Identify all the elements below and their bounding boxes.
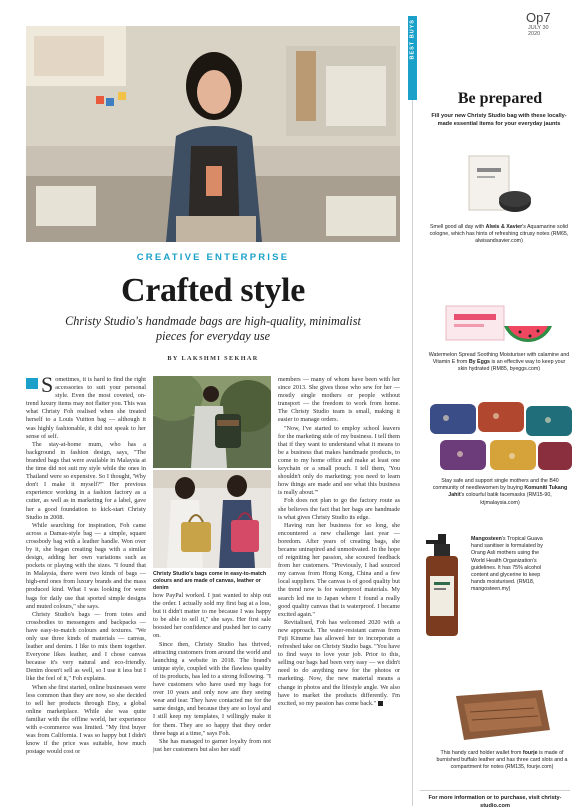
paragraph: "Now, I've started to employ school leavers for the marketing side of my business. I tell them that if they want to understand what it means to be a business that makes handmade products, to come to my home office and make at least one keychain or a small pouch. I tell them, 'You shouldn't only do marketing; you need to learn how things are made and see what this business is really about.'" xyxy=(278,424,400,497)
headline: Crafted style xyxy=(121,272,305,309)
paragraph: When she first started, online businesses were less common than they are now, so she decided to sell her products through Etsy, a global online marketplace. While she was quite familiar with the offline world, her experience with e-commerce was limited. "My first buyer was from California. I was so happy but I didn't know if the price was suitable, how much postage would cost or xyxy=(26,683,146,756)
section-label: CREATIVE ENTERPRISE xyxy=(136,252,290,263)
caption-text: Smell good all day with xyxy=(430,224,486,230)
caption-text: is an effective way to keep your skin hydrated (RM85, byeggs.com) xyxy=(457,359,566,373)
paragraph: She has managed to garner loyalty from not just her customers but also her staff xyxy=(153,737,271,753)
paragraph-last xyxy=(278,619,400,708)
paragraph: ometimes, it is hard to find the right accessories to suit your personal style. Even the most coveted, on-trend luxury items may not flatter you. This was what Christy Foh realised when she treated herself to a Louis Vuitton bag — although it was highly fashionable, it did not speak to her sense of self. xyxy=(26,376,146,440)
hero-photo xyxy=(26,26,400,242)
product-image-wallet xyxy=(446,686,556,746)
product-image-facemasks xyxy=(426,400,576,474)
paragraph: Foh does not plan to go the factory route as she believes the fact that her bags are handmade is what gives Christy Studio its edge. xyxy=(278,497,400,521)
paragraph: While searching for inspiration, Foh came across a Damas-style bag — a simple, square crossbody bag with a leather handle. Won over by it, she began creating bags with a similar design, adding her own variations such as pockets or playing with the sizes. "I found that in Malaysia, there were two kinds of bags — high-end ones from luxury brands and the mass produced kind. What I was looking for were bags for daily use that sported simple designs and muted colours," she says. xyxy=(26,521,146,610)
article-column-1 xyxy=(26,376,146,804)
caption-brand: Mangosteen xyxy=(471,536,502,542)
paragraph: Since then, Christy Studio has thrived, attracting customers from around the world and launching a website in 2018. The brand's unique style, coupled with the flawless quality of its products, has led to a strong following. "I have customers who have used my bags for over 10 years and only now are they seeing wear and tear. They have contacted me for the same design, and because they are so loyal and I still keep my templates, I willingly make it for them. They are so happy that they order three bags at a time," says Foh. xyxy=(153,640,271,737)
product-image-cologne xyxy=(455,150,535,218)
page-number: Op7 xyxy=(526,10,551,25)
product-caption xyxy=(471,536,547,594)
caption-text: is made of burnished buffalo leather and has three card slots and a compartment for notes (RM135, fourje.com) xyxy=(436,750,568,771)
sidebar-divider xyxy=(412,16,413,806)
caption-text: This handy card holder wallet from xyxy=(440,750,523,756)
sidebar-title: Be prepared xyxy=(457,90,543,107)
caption-text: Stay safe and support single mothers and the B40 community of needlewomen by buying xyxy=(432,478,559,492)
article-column-3 xyxy=(278,376,400,804)
paragraph: The stay-at-home mum, who has a background in fashion design, says, "The branded bags that were available in Malaysia at the time did not suit my style while the ones in Thailand were so expensive. So I thought, 'Why don't I make it myself?'" Her previous experience working in a fashion factory as a cutter, as well as in marketing for a label, gave her a good foundation to kick-start Christy Studio in 2008. xyxy=(26,440,146,521)
paragraph: Having run her business for so long, she encountered a new challenge last year — boredom. After years of creating bags, she became uninspired and unmotivated. In the hope of reigniting her passion, she scoured feedback from her customers. "Previously, I had sourced my canvas from Hong Kong, China and a few local suppliers. The canvas is of good quality but the trend now is for waterproof materials. My search led me to Japan where I found a really good quality canvas that is waterproof. I became excited again." xyxy=(278,521,400,618)
product-caption xyxy=(432,478,568,507)
caption-brand: By Eggs xyxy=(468,359,491,366)
product-caption xyxy=(428,224,570,246)
caption-text: Watermelon Spread Soothing Moisturiser with calamine and Vitamin E from xyxy=(428,352,570,366)
dropcap-letter: S xyxy=(41,376,54,397)
bag-photo-backpack xyxy=(153,376,271,468)
sidebar-footer: For more information or to purchase, visit christy-studio.com xyxy=(420,790,570,810)
article-deck: Christy Studio's handmade bags are high-quality, minimalist pieces for everyday use xyxy=(65,314,361,343)
product-caption xyxy=(428,352,570,374)
paragraph: Christy Studio's bags — from totes and crossbodies to messengers and backpacks — have easy-to-match colours and textures. "We only use three kinds of materials — canvas, leather and denim. I like to mix them together. Everyone likes leather, and I chose canvas because it's very natural and eco-friendly. Denim doesn't sell as well, so I use it less but I like the feel of it," Foh explains. xyxy=(26,610,146,683)
sidebar-intro: Fill your new Christy Studio bag with these locally-made essential items for your everyday jaunts xyxy=(431,113,567,127)
product-image-sanitiser xyxy=(420,532,465,638)
byline: BY LAKSHMI SEKHAR xyxy=(167,355,259,362)
photo-caption: Christy Studio's bags come in easy-to-match colours and are made of canvas, leather or denim xyxy=(153,571,267,591)
dropcap-square-icon xyxy=(26,378,38,389)
caption-brand: Alwis & Xavier xyxy=(485,224,523,230)
caption-text: 's colourful batik facemasks (RM15-90, ktjmalaysia.com) xyxy=(460,492,552,506)
end-mark-icon xyxy=(378,701,383,706)
article-column-2 xyxy=(153,592,271,804)
caption-text: 's Aquamarine solid cologne, which has hints of refreshing citrusy notes (RM65, alwisandxavier.com) xyxy=(429,224,569,245)
caption-brand: Komuniti Tukang Jahit xyxy=(448,485,568,499)
caption-brand: fourje xyxy=(522,750,538,756)
product-caption xyxy=(436,750,568,772)
hero-photo-illustration xyxy=(26,26,400,242)
paragraph: members — many of whom have been with her since 2013. She gives those who sew for her — mostly single mothers or people without transport — the freedom to work from home. The Christy Studio team is small, making it easier to manage orders. xyxy=(278,376,400,424)
page-date: JULY 30 2020 xyxy=(528,25,549,37)
product-image-moisturiser xyxy=(436,288,556,350)
paragraph-text: Revitalised, Foh has welcomed 2020 with a new approach. The water-resistant canvas from Fuji Kinume has allowed her to incorporate a refreshed take on Christy Studio bags. "You have to find ways to love your job. Prior to this, selling our bags had been very easy — we didn't need to do anything new for the photos or marketing. Now, the new material means a change in photos and the lifestyle angle. We also have to market the products differently. I'm excited, so my passion has come back." xyxy=(278,618,400,707)
caption-text: 's Tropical Guava hand sanitiser is formulated by Orang Asli mothers using the World Health Organization's guidelines. It has 75% alcohol content and glycerine to keep hands moisturised. (RM18, mangosteen.my) xyxy=(471,536,543,593)
best-buys-tag xyxy=(410,43,416,60)
bag-photo-totes xyxy=(153,470,271,568)
paragraph: how PayPal worked. I just wanted to ship out the order. I actually sold my first bag at a loss, but it didn't matter to me because I was happy to be able to sell it," she says. Her first sale boosted her confidence and pushed her to carry on. xyxy=(153,592,271,640)
